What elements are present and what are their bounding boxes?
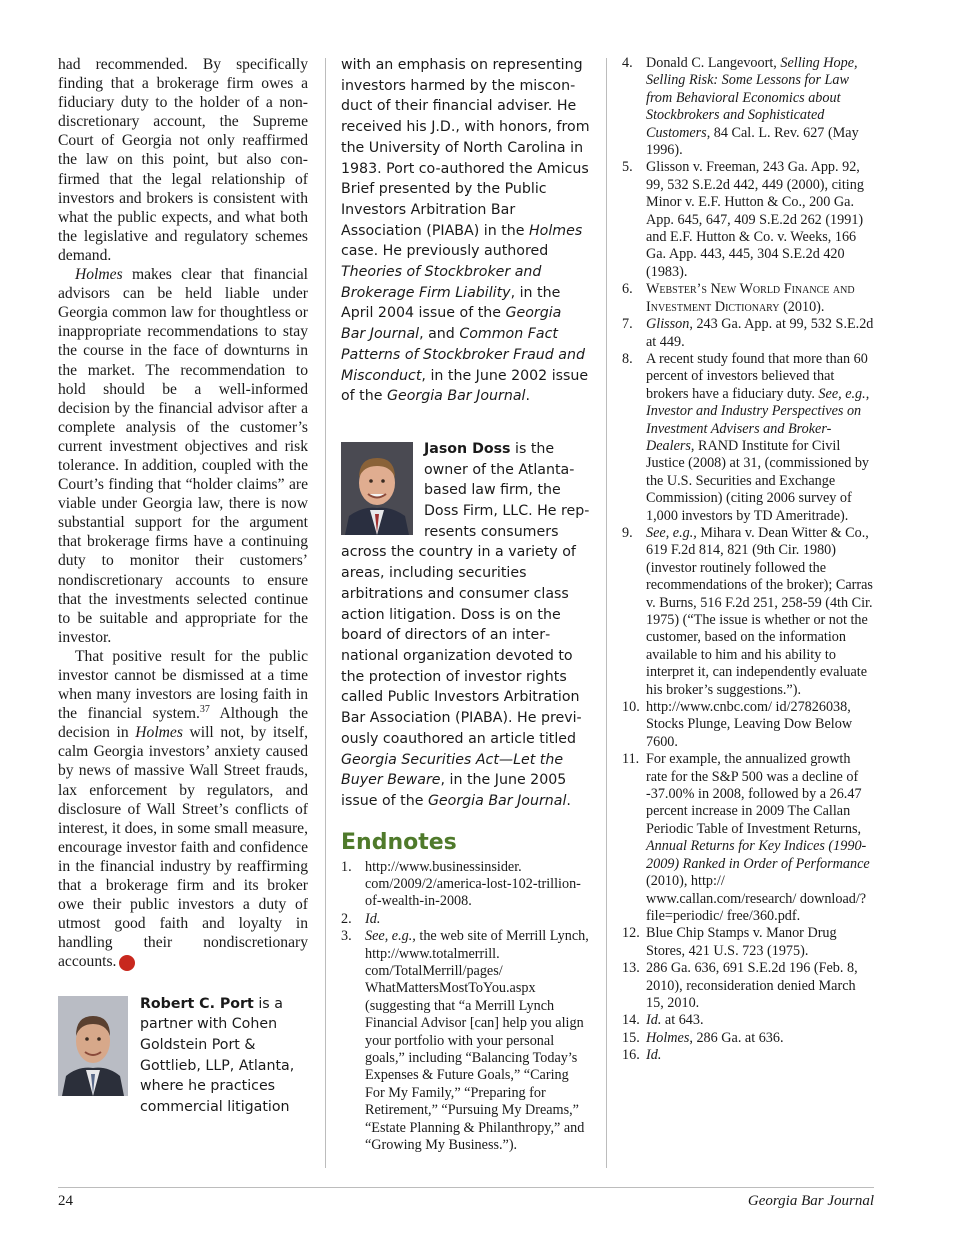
author-photo-robert-port (58, 996, 128, 1096)
endnotes-list (341, 859, 590, 1155)
journal-name: Georgia Bar Journal (747, 1193, 874, 1209)
endnotes-heading: Endnotes (341, 829, 457, 855)
endnote: 14. Id. at 643. (622, 1012, 704, 1029)
bio-text: Robert C. Port is a partner with Cohen Goldstein Port & Gottlieb, LLP, Atlanta, where he practices commercial litigation (140, 995, 295, 1116)
author-bio-jason-doss (341, 439, 590, 812)
endnote: 15. Holmes, 286 Ga. at 636. (622, 1029, 784, 1046)
paragraph: That positive result for the public investor cannot be dismissed at a time when many investors are losing faith in the financial system.$^{37}$ Although the decision in Holmes will not, by itself, calm Georgia investors’ anxiety caused by news of massive Wall Street frauds, lax enforcement by regulators, and disclosure of Wall Street’s conflicts of interest, it does, in some small measure, encourage investor faith and confidence in the financial industry by reaffirming that a brokerage firm and its broker owe their public investors a duty of utmost good faith and loyalty in handling their nondiscretionary accounts. GBJ (58, 647, 308, 971)
author-bio-continued (341, 55, 590, 407)
endnote: 4. Donald C. Langevoort, Selling Hope, Selling Risk: Some Lessons for Law from Behavioral Economics about Stockbrokers and Sophisticated Customers, 84 Cal. L. Rev. 627 (May 1996). (622, 55, 859, 159)
end-of-article-badge: GBJ (119, 955, 135, 971)
footer-rule (58, 1187, 874, 1188)
paragraph: had recommended. By specifically finding that a brokerage firm owes a fiduciary duty to the holder of a nondiscretionary account, the Supreme Court of Georgia not only reaffirmed the law on this point, but also confirmed that the legal relationship of investors and brokers is consistent with what the public expects, and what both the legislative and regulatory schemes demand. (58, 56, 308, 264)
endnote: 6. Webster’s New World Finance and Investment Dictionary (2010). (622, 281, 855, 315)
author-name: Jason Doss (424, 440, 511, 457)
endnote: 1. http://www.businessinsider. com/2009/2/america-lost-102-trillion-of-wealth-in-2008. (341, 858, 581, 910)
endnote: 13. 286 Ga. 636, 691 S.E.2d 196 (Feb. 8, 2010), reconsideration denied March 15, 2010. (622, 960, 858, 1011)
endnotes-list (622, 55, 874, 1065)
column-divider (606, 58, 607, 1168)
endnote: 2. Id. (341, 910, 381, 927)
bio-text: with an emphasis on representing investors harmed by the misconduct of their financial adviser. He received his J.D., with honors, from the University of North Carolina in 1983. Port co-authored the Amicus Brief presented by the Public Investors Arbitration Bar Association (PIABA) in the Holmes case. He previously authored Theories of Stockbroker and Brokerage Firm Liability, in the April 2004 issue of the Georgia Bar Journal, and Common Fact Patterns of Stockbroker Fraud and Misconduct, in the June 2002 issue of the Georgia Bar Journal. (341, 57, 590, 405)
page-number: 24 (58, 1193, 73, 1209)
endnote: 12. Blue Chip Stamps v. Manor Drug Stores, 421 U.S. 723 (1975). (622, 925, 837, 959)
article-body (58, 55, 308, 972)
author-name: Robert C. Port (140, 995, 254, 1012)
case-name: Holmes (75, 266, 123, 284)
author-photo-jason-doss (341, 442, 413, 535)
endnote: 5. Glisson v. Freeman, 243 Ga. App. 92, 99, 532 S.E.2d 442, 449 (2000), citing Minor v. E.F. Hutton & Co., 200 Ga. App. 645, 647, 409 S.E.2d 262 (1991) and E.F. Hutton & Co. v. Weeks, 166 Ga. App. 443, 445, 304 S.E.2d 420 (1983). (622, 159, 864, 280)
endnote: 11. For example, the annualized growth rate for the S&P 500 was a decline of -37.00% in 2008, followed by a 26.47 percent increase in 2009 The Callan Periodic Table of Investment Returns, Annual Returns for Key Indices (1990-2009) Ranked in Order of Performance (2010), http:// www.callan.com/research/ download/?file=periodic/ free/360.pdf. (622, 751, 870, 924)
paragraph: Holmes makes clear that financial advisors can be held liable under Georgia common law for thoughtless or inappropriate recommendations to stay the course in the face of downturns in the market. The recommendation to hold should be a well-informed decision by the financial advisor after a complete analysis of the customer’s current investment objectives and risk tolerance. In addition, coupled with the Court’s finding that “holder claims” are viable under Georgia law, there is now substantial support for the argument that brokerage firms have a continuing duty to monitor their customers’ nondiscretionary accounts to ensure that the investments selected continue to be suitable and appropriate for the investor. (58, 266, 308, 646)
endnote: 8. A recent study found that more than 60 percent of investors believed that brokers have a fiduciary duty. See, e.g., Investor and Industry Perspectives on Investment Advisers and Broker-Dealers, RAND Institute for Civil Justice (2008) at 31, (commissioned by the U.S. Securities and Exchange Commission) (citing 2006 survey of 1,000 investors by TD Ameritrade). (622, 350, 870, 524)
column-3 (622, 55, 874, 1065)
author-bio-robert-port (58, 994, 308, 1118)
column-divider (325, 58, 326, 1168)
endnote: 9. See, e.g., Mihara v. Dean Witter & Co., 619 F.2d 814, 821 (9th Cir. 1980) (investor routinely followed the recommendations of the broker); Carras v. Burns, 516 F.2d 251, 258-59 (4th Cir. 1975) (“The issue is whether or not the customer, based on the information available to him and his ability to interpret it, can independently evaluate his broker’s suggestions.”). (622, 524, 873, 698)
column-1 (58, 55, 308, 1118)
endnote: 3. See, e.g., the web site of Merrill Lynch, http://www.totalmerrill. com/TotalMerrill/pages/ WhatMattersMostToYou.aspx (suggesting that “a Merrill Lynch Financial Advisor [can] help you align your portfolio with your personal goals,” including “Balancing Today’s Expenses & Future Goals,” “Caring For My Family,” “Preparing for Retirement,” “Pursuing My Dreams,” “Estate Planning & Philanthropy,” and “Growing My Business.”). (341, 928, 589, 1154)
endnote: 7. Glisson, 243 Ga. App. at 99, 532 S.E.2d at 449. (622, 316, 874, 350)
bio-text: Jason Doss is the owner of the Atlanta-based law firm, the Doss Firm, LLC. He represents consumers across the country in a variety of areas, including securities arbitrations and consumer class action litigation. Doss is on the board of directors of an international organization devoted to the protection of investor rights called Public Investors Arbitration Bar Association (PIABA). He previously coauthored an article titled Georgia Securities Act—Let the Buyer Beware, in the June 2005 issue of the Georgia Bar Journal. (341, 440, 590, 809)
endnote: 16. Id. (622, 1047, 662, 1064)
footnote-ref: 37 (199, 704, 210, 715)
column-2 (341, 55, 590, 1155)
endnote: 10. http://www.cnbc.com/ id/27826038, Stocks Plunge, Leaving Dow Below 7600. (622, 699, 853, 750)
